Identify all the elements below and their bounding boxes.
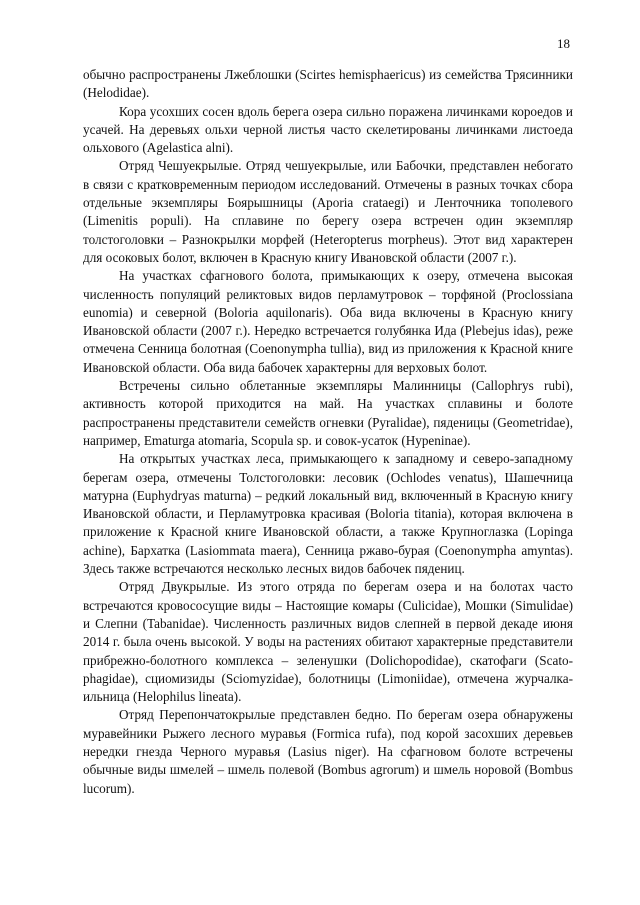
paragraph-forest-clearings: На открытых участках леса, примыкающего к западному и северо-западному берегам озера, отмечены Толстоголовки: лесовик (Ochlodes venatus), Шашечница матурна (Euphydryas maturna) – редкий локальный вид, включенный в Красную книгу Ивановской области, и Перламутровка красивая (Boloria titania), которая включена в приложение к Красной книге Ивановской области, а также Крупноглазка (Lopinga achine), Бархатка (Lasiommata maera), Сенница ржаво-бурая (Coenonympha amyntas). Здесь также встречаются несколько лесных видов бабочек пядениц. [83, 451, 573, 577]
paragraph-sphagnum-bog: На участках сфагнового болота, примыкающих к озеру, отмечена высокая численность популяций реликтовых видов перламутровок – торфяной (Proclossiana eunomia) и северной (Boloria aquilonaris). Оба вида включены в Красную книгу Ивановской области (2007 г.). Нередко встречается голубянка Ида (Plebejus idas), реже отмечена Сенница болотная (Coenonympha tullia), вид из приложения к Красной книге Ивановской области. Оба вида бабочек характерны для верховых болот. [83, 268, 573, 375]
paragraph-diptera: Отряд Двукрылые. Из этого отряда по берегам озера и на болотах часто встречаются кровососущие виды – Настоящие комары (Culicidae), Мошки (Simulidae) и Слепни (Tabanidae). Численность различных видов слепней в первой декаде июня 2014 г. была очень высокой. У воды на растениях обитают характерные представители прибрежно-болотного комплекса – зеленушки (Dolichopodidae), скатофаги (Scato-phagidae), сциомизиды (Sciomyzidae), болотницы (Limoniidae), отмечена журчалка-ильница (Helophilus lineata). [83, 579, 573, 705]
paragraph-hymenoptera: Отряд Перепончатокрылые представлен бедно. По берегам озера обнаружены муравейники Рыжего лесного муравья (Formica rufa), под корой засохших деревьев нередки гнезда Черного муравья (Lasius niger). На сфагновом болоте встречены обычные виды шмелей – шмель полевой (Bombus agrorum) и шмель норовой (Bombus lucorum). [83, 707, 573, 796]
paragraph-bark-beetles: Кора усохших сосен вдоль берега озера сильно поражена личинками короедов и усачей. На деревьях ольхи черной листья часто скелетированы личинками листоеда ольхового (Agelastica alni). [83, 103, 573, 156]
paragraph-continuation: обычно распространены Лжеблошки (Scirtes hemisphaericus) из семейства Трясинники (Helodidae). [83, 67, 573, 101]
body-text [83, 66, 573, 798]
page-number: 18 [557, 36, 570, 51]
paragraph-lepidoptera: Отряд Чешуекрылые. Отряд чешуекрылые, или Бабочки, представлен небогато в связи с кратковременным периодом исследований. Отмечены в разных точках сбора отдельные экземпляры Боярышницы (Aporia crataegi) и Ленточника тополевого (Limenitis populi). На сплавине по берегу озера встречен один экземпляр толстоголовки – Разнокрылки морфей (Heteropterus morpheus). Этот вид характерен для осоковых болот, включен в Красную книгу Ивановской области (2007 г.). [83, 158, 573, 265]
paragraph-callophrys: Встречены сильно облетанные экземпляры Малинницы (Callophrys rubi), активность которой приходится на май. На участках сплавины и болоте распространены представители семейств огневки (Pyralidae), пяденицы (Geometridae), например, Ematurga atomaria, Scopula sp. и совок-усаток (Hypeninae). [83, 378, 573, 448]
